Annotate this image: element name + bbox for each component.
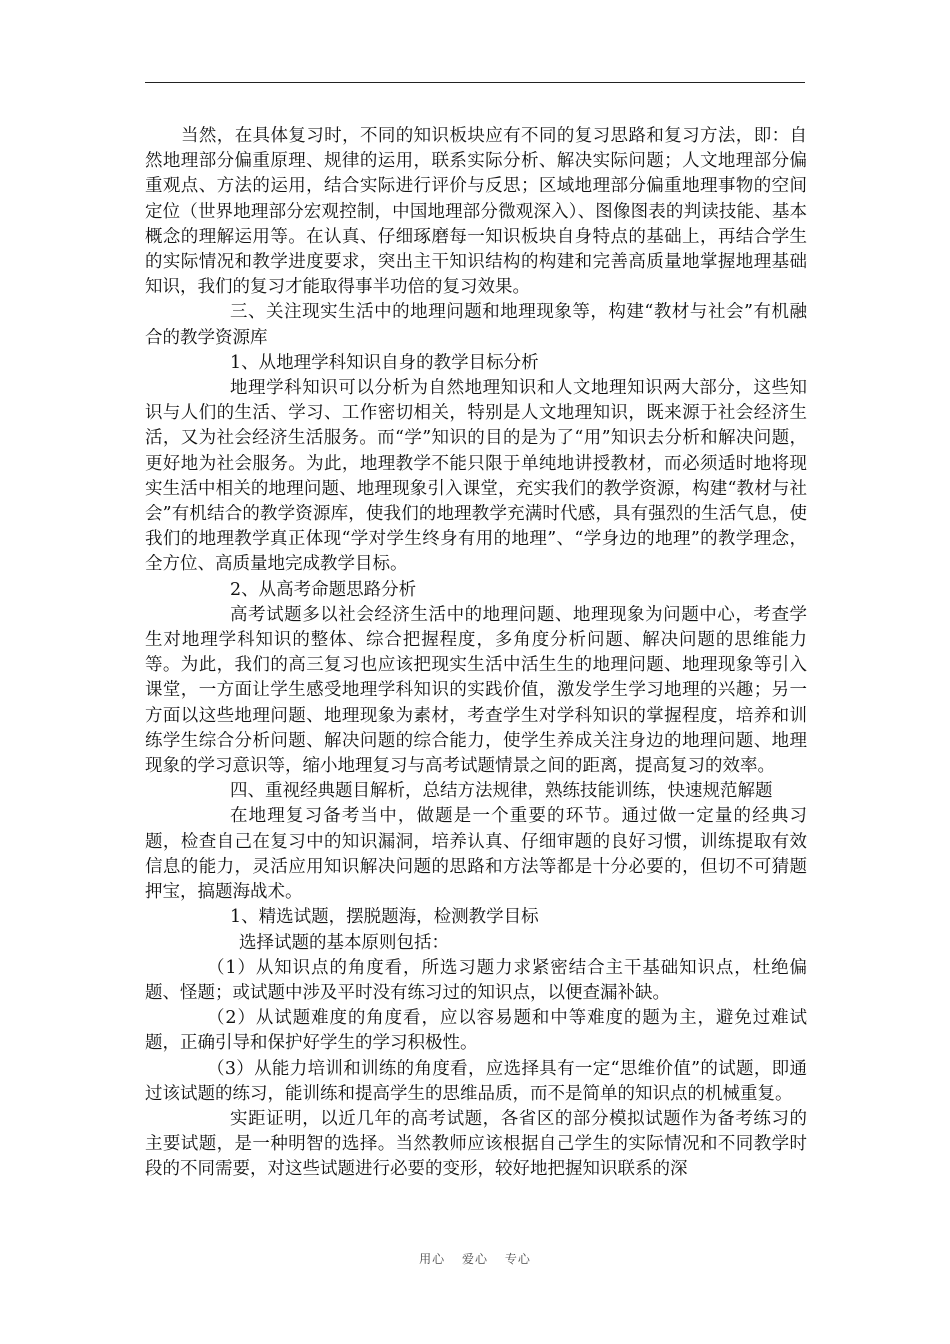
paragraph-4: 在地理复习备考当中，做题是一个重要的环节。通过做一定量的经典习题，检查自己在复习中的知识漏洞，培养认真、仔细审题的良好习惯，训练提取有效信息的能力，灵活应用知识解决问题的思路和方法等都是十分必要的，但切不可猜题押宝，搞题海战术。 [145, 806, 807, 903]
document-body [145, 124, 807, 1183]
footer-item: 用心 [419, 1252, 446, 1266]
subheading-3-1: 1、从地理学科知识自身的教学目标分析 [230, 352, 539, 373]
list-item-2: （2）从试题难度的角度看，应以容易题和中等难度的题为主，避免过难试题，正确引导和保护好学生的学习积极性。 [145, 1008, 807, 1054]
paragraph-intro: 当然，在具体复习时，不同的知识板块应有不同的复习思路和复习方法，即：自然地理部分偏重原理、规律的运用，联系实际分析、解决实际问题；人文地理部分偏重观点、方法的运用，结合实际进行评价与反思；区域地理部分偏重地理事物的空间定位（世界地理部分宏观控制，中国地理部分微观深入）、图像图表的判读技能、基本概念的理解运用等。在认真、仔细琢磨每一知识板块自身特点的基础上，再结合学生的实际情况和教学进度要求，突出主干知识结构的构建和完善高质量地掌握地理基础知识，我们的复习才能取得事半功倍的复习效果。 [145, 126, 807, 298]
subheading-4-1: 1、精选试题，摆脱题海，检测教学目标 [230, 907, 539, 928]
paragraph-3-2: 高考试题多以社会经济生活中的地理问题、地理现象为问题中心，考查学生对地理学科知识的整体、综合把握程度，多角度分析问题、解决问题的思维能力等。为此，我们的高三复习也应该把现实生活中活生生的地理问题、地理现象等引入课堂，一方面让学生感受地理学科知识的实践价值，激发学生学习地理的兴趣；另一方面以这些地理问题、地理现象为素材，考查学生对学科知识的掌握程度，培养和训练学生综合分析问题、解决问题的综合能力，使学生养成关注身边的地理问题、地理现象的学习意识等，缩小地理复习与高考试题情景之间的距离，提高复习的效率。 [145, 604, 807, 777]
list-item-3: （3）从能力培训和训练的角度看，应选择具有一定“思维价值”的试题，即通过该试题的练习，能训练和提高学生的思维品质，而不是简单的知识点的机械重复。 [145, 1058, 807, 1104]
page-footer [0, 1250, 950, 1267]
footer-item: 专心 [504, 1252, 531, 1266]
paragraph-3-1: 地理学科知识可以分析为自然地理知识和人文地理知识两大部分，这些知识与人们的生活、学习、工作密切相关，特别是人文地理知识，既来源于社会经济生活，又为社会经济生活服务。而“学”知识的目的是为了“用”知识去分析和解决问题，更好地为社会服务。为此，地理教学不能只限于单纯地讲授教材，而必须适时地将现实生活中相关的地理问题、地理现象引入课堂，充实我们的教学资源，构建“教材与社会”有机结合的教学资源库，使我们的地理教学充满时代感，具有强烈的生活气息，使我们的地理教学真正体现“学对学生终身有用的地理”、“学身边的地理”的教学理念，全方位、高质量地完成教学目标。 [145, 378, 807, 575]
paragraph-conclusion: 实距证明，以近几年的高考试题，各省区的部分模拟试题作为备考练习的主要试题，是一种明智的选择。当然教师应该根据自己学生的实际情况和不同教学时段的不同需要，对这些试题进行必要的变形，较好地把握知识联系的深 [145, 1108, 807, 1180]
subheading-3-2: 2、从高考命题思路分析 [230, 579, 417, 600]
section-heading-4: 四、重视经典题目解析，总结方法规律，熟练技能训练，快速规范解题 [230, 781, 773, 802]
header-divider [145, 82, 805, 83]
section-heading-3: 三、关注现实生活中的地理问题和地理现象等，构建“教材与社会”有机融合的教学资源库 [145, 302, 807, 348]
paragraph-principles-intro: 选择试题的基本原则包括： [239, 932, 449, 953]
footer-item: 爱心 [461, 1252, 488, 1266]
list-item-1: （1）从知识点的角度看，所选习题力求紧密结合主干基础知识点，杜绝偏题、怪题；或试题中涉及平时没有练习过的知识点，以便查漏补缺。 [145, 957, 807, 1003]
